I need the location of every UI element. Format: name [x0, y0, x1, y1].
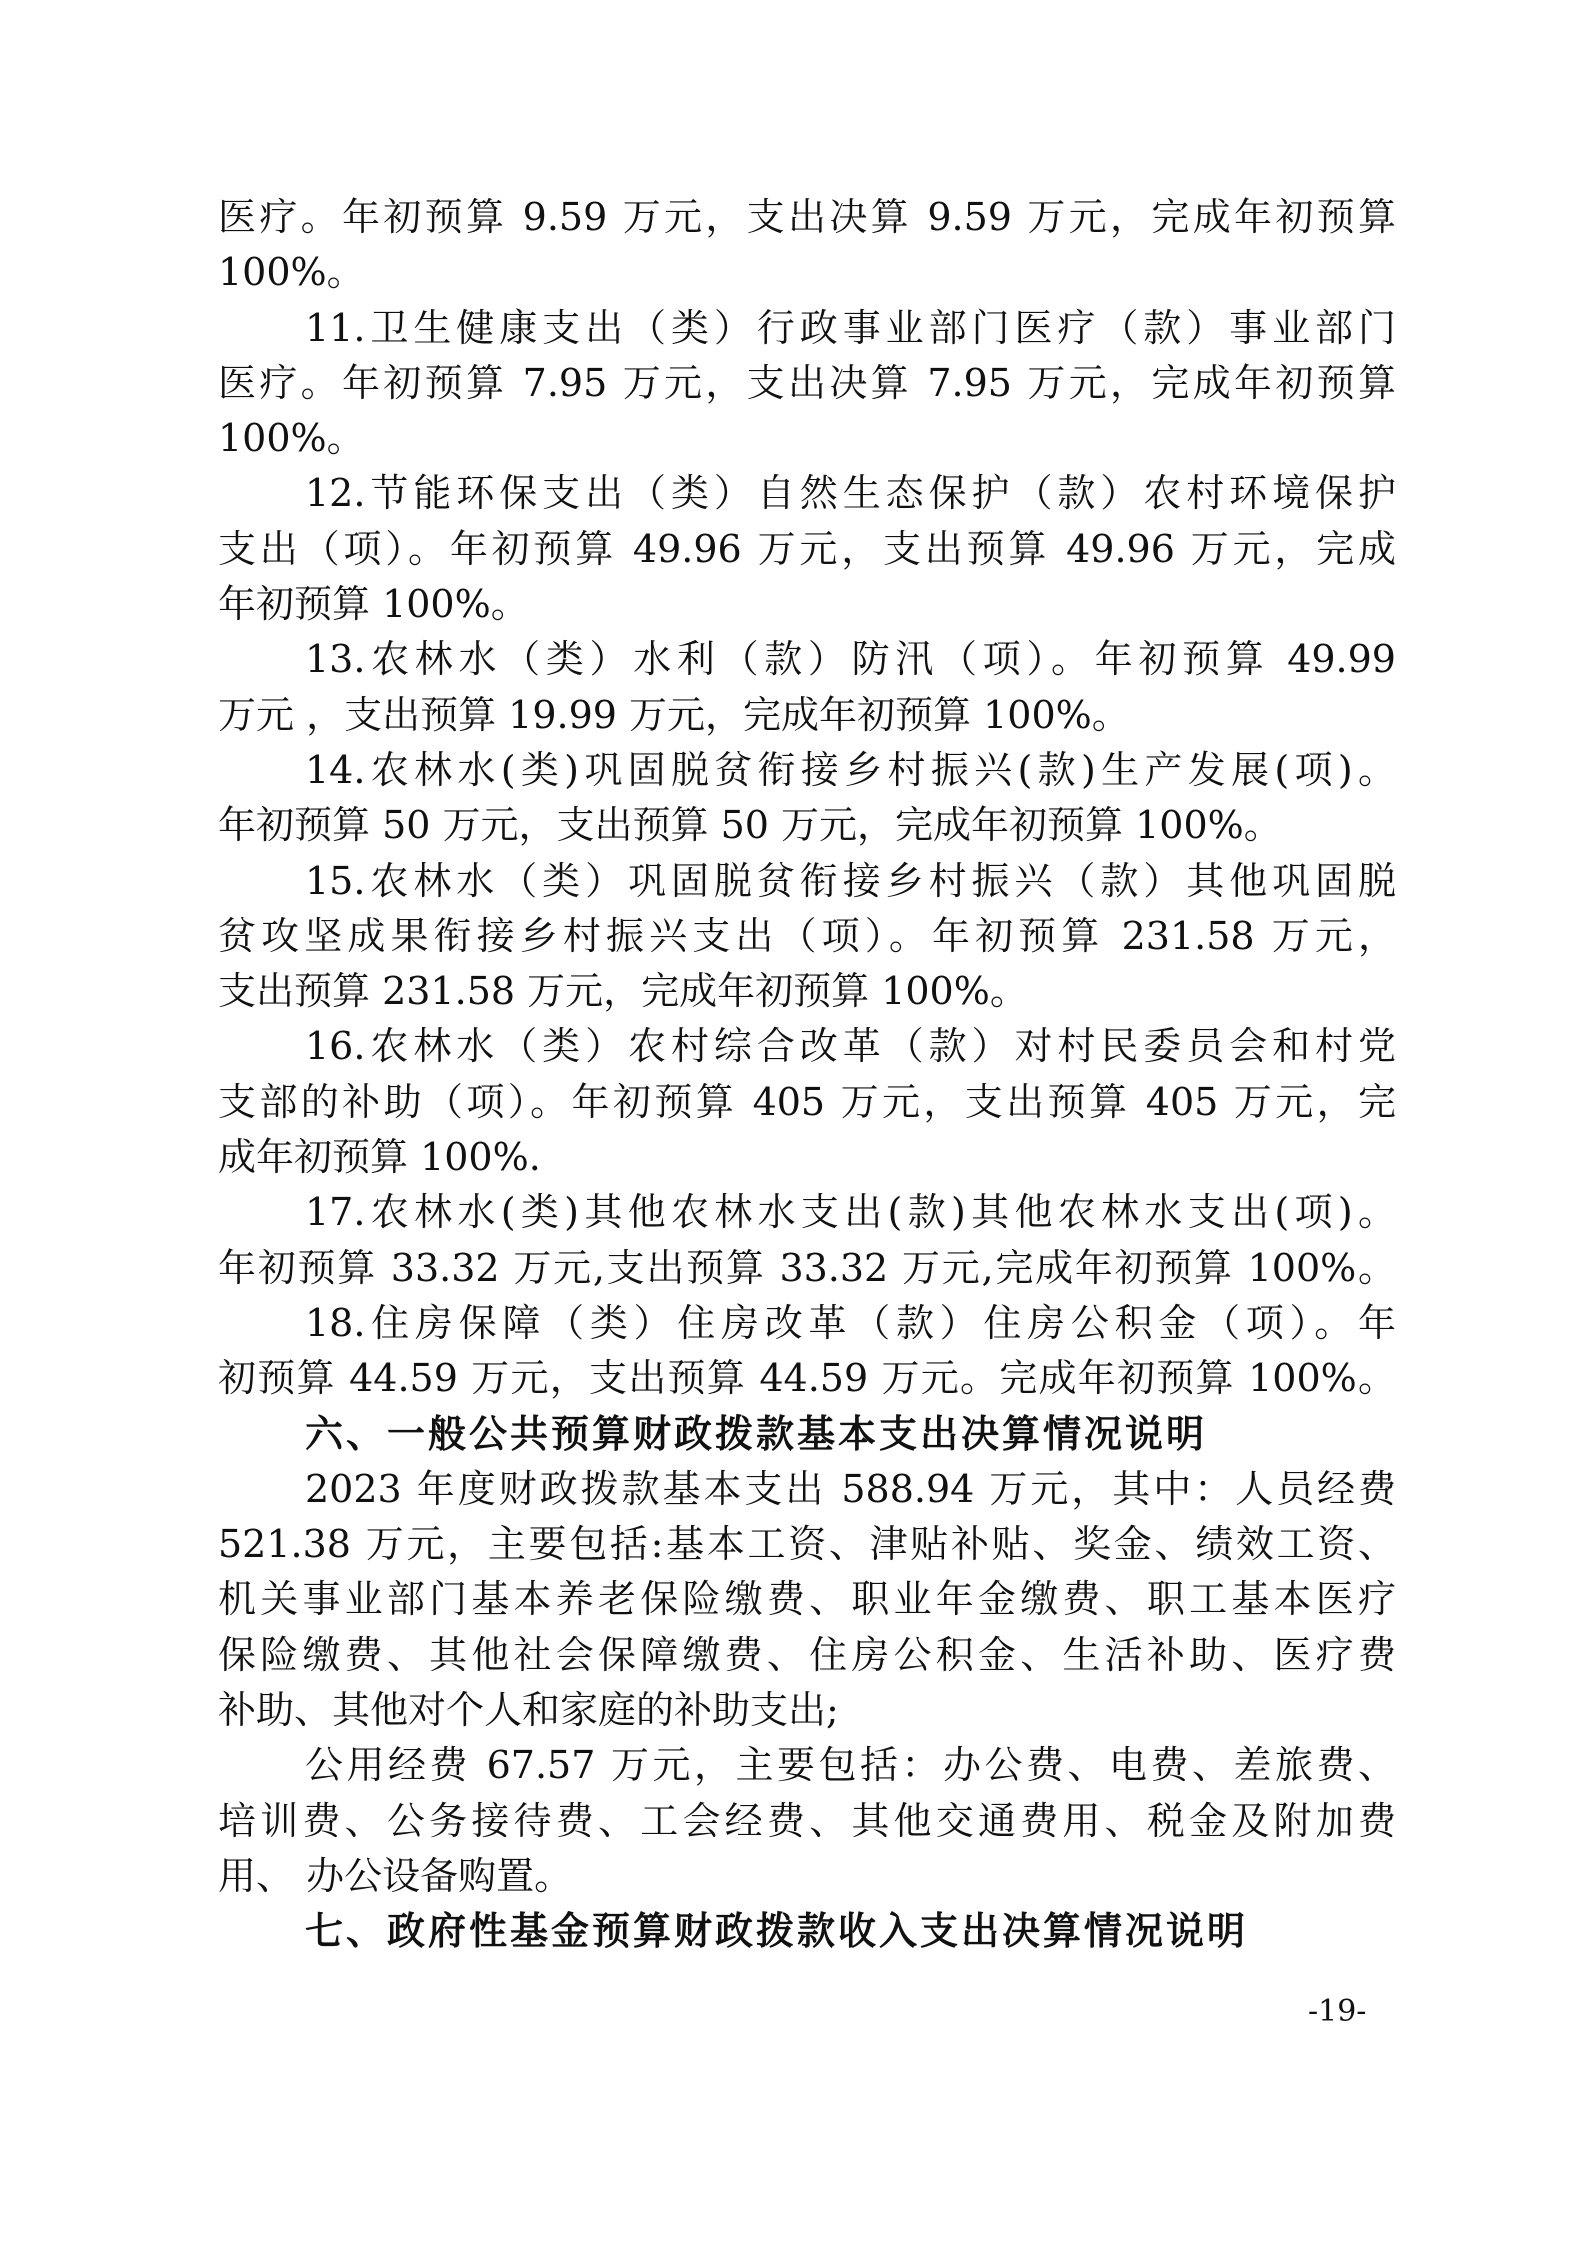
text-line: 支部的补助（项）。年初预算 405 万元，支出预算 405 万元，完	[218, 1079, 1396, 1124]
text-line: 用、 办公设备购置。	[218, 1853, 573, 1898]
budget-item-14	[218, 743, 1396, 854]
text-line: 521.38 万元，主要包括:基本工资、津贴补贴、奖金、绩效工资、	[218, 1522, 1396, 1567]
section-6-paragraph-public	[218, 1738, 1396, 1904]
budget-item-11	[218, 301, 1396, 467]
text-line: 保险缴费、其他社会保障缴费、住房公积金、生活补助、医疗费	[218, 1632, 1396, 1677]
section-heading-7: 七、政府性基金预算财政拨款收入支出决算情况说明	[305, 1909, 1249, 1954]
text-line: 15.农林水（类）巩固脱贫衔接乡村振兴（款）其他巩固脱	[305, 858, 1396, 903]
text-line: 医疗。年初预算 7.95 万元，支出决算 7.95 万元，完成年初预算	[218, 360, 1396, 405]
text-line: 机关事业部门基本养老保险缴费、职业年金缴费、职工基本医疗	[218, 1577, 1396, 1622]
text-line: 补助、其他对个人和家庭的补助支出;	[218, 1688, 839, 1733]
text-line: 14.农林水(类)巩固脱贫衔接乡村振兴(款)生产发展(项)。	[305, 747, 1396, 792]
budget-item-12	[218, 466, 1396, 632]
text-line: 初预算 44.59 万元，支出预算 44.59 万元。完成年初预算 100%。	[218, 1356, 1396, 1401]
text-line: 17.农林水(类)其他农林水支出(款)其他农林水支出(项)。	[305, 1190, 1396, 1235]
text-line: 11.卫生健康支出（类）行政事业部门医疗（款）事业部门	[305, 305, 1396, 350]
budget-item-16	[218, 1019, 1396, 1185]
text-line: 支出（项）。年初预算 49.96 万元，支出预算 49.96 万元，完成	[218, 526, 1396, 571]
section-heading-6: 六、一般公共预算财政拨款基本支出决算情况说明	[305, 1411, 1208, 1456]
text-line: 支出预算 231.58 万元，完成年初预算 100%。	[218, 969, 1028, 1014]
text-line: 贫攻坚成果衔接乡村振兴支出（项）。年初预算 231.58 万元，	[218, 913, 1396, 958]
budget-item-15	[218, 854, 1396, 1020]
text-line: 100%。	[218, 416, 365, 461]
text-line: 100%。	[218, 250, 365, 295]
text-line: 18.住房保障（类）住房改革（款）住房公积金（项）。年	[305, 1300, 1396, 1345]
page-number: -19-	[1308, 1994, 1367, 2029]
text-line: 公用经费 67.57 万元，主要包括：办公费、电费、差旅费、	[305, 1743, 1396, 1788]
text-line: 年初预算 33.32 万元,支出预算 33.32 万元,完成年初预算 100%。	[218, 1245, 1396, 1290]
text-line: 万元 ，支出预算 19.99 万元，完成年初预算 100%。	[218, 692, 1130, 737]
budget-item-17	[218, 1185, 1396, 1296]
text-line: 医疗。年初预算 9.59 万元，支出决算 9.59 万元，完成年初预算	[218, 195, 1396, 239]
text-line: 16.农林水（类）农村综合改革（款）对村民委员会和村党	[305, 1024, 1396, 1069]
document-body	[218, 190, 1396, 1960]
section-6-paragraph-personnel	[218, 1462, 1396, 1738]
budget-item-18	[218, 1296, 1396, 1407]
budget-item-13	[218, 632, 1396, 743]
text-line: 成年初预算 100%.	[218, 1135, 541, 1180]
budget-item-10-continuation	[218, 190, 1396, 301]
text-line: 年初预算 50 万元，支出预算 50 万元，完成年初预算 100%。	[218, 803, 1282, 848]
text-line: 12.节能环保支出（类）自然生态保护（款）农村环境保护	[305, 471, 1396, 516]
text-line: 13.农林水（类）水利（款）防汛（项）。年初预算 49.99	[305, 637, 1396, 682]
text-line: 培训费、公务接待费、工会经费、其他交通费用、税金及附加费	[218, 1798, 1396, 1843]
text-line: 2023 年度财政拨款基本支出 588.94 万元，其中：人员经费	[305, 1466, 1396, 1511]
text-line: 年初预算 100%。	[218, 582, 529, 627]
